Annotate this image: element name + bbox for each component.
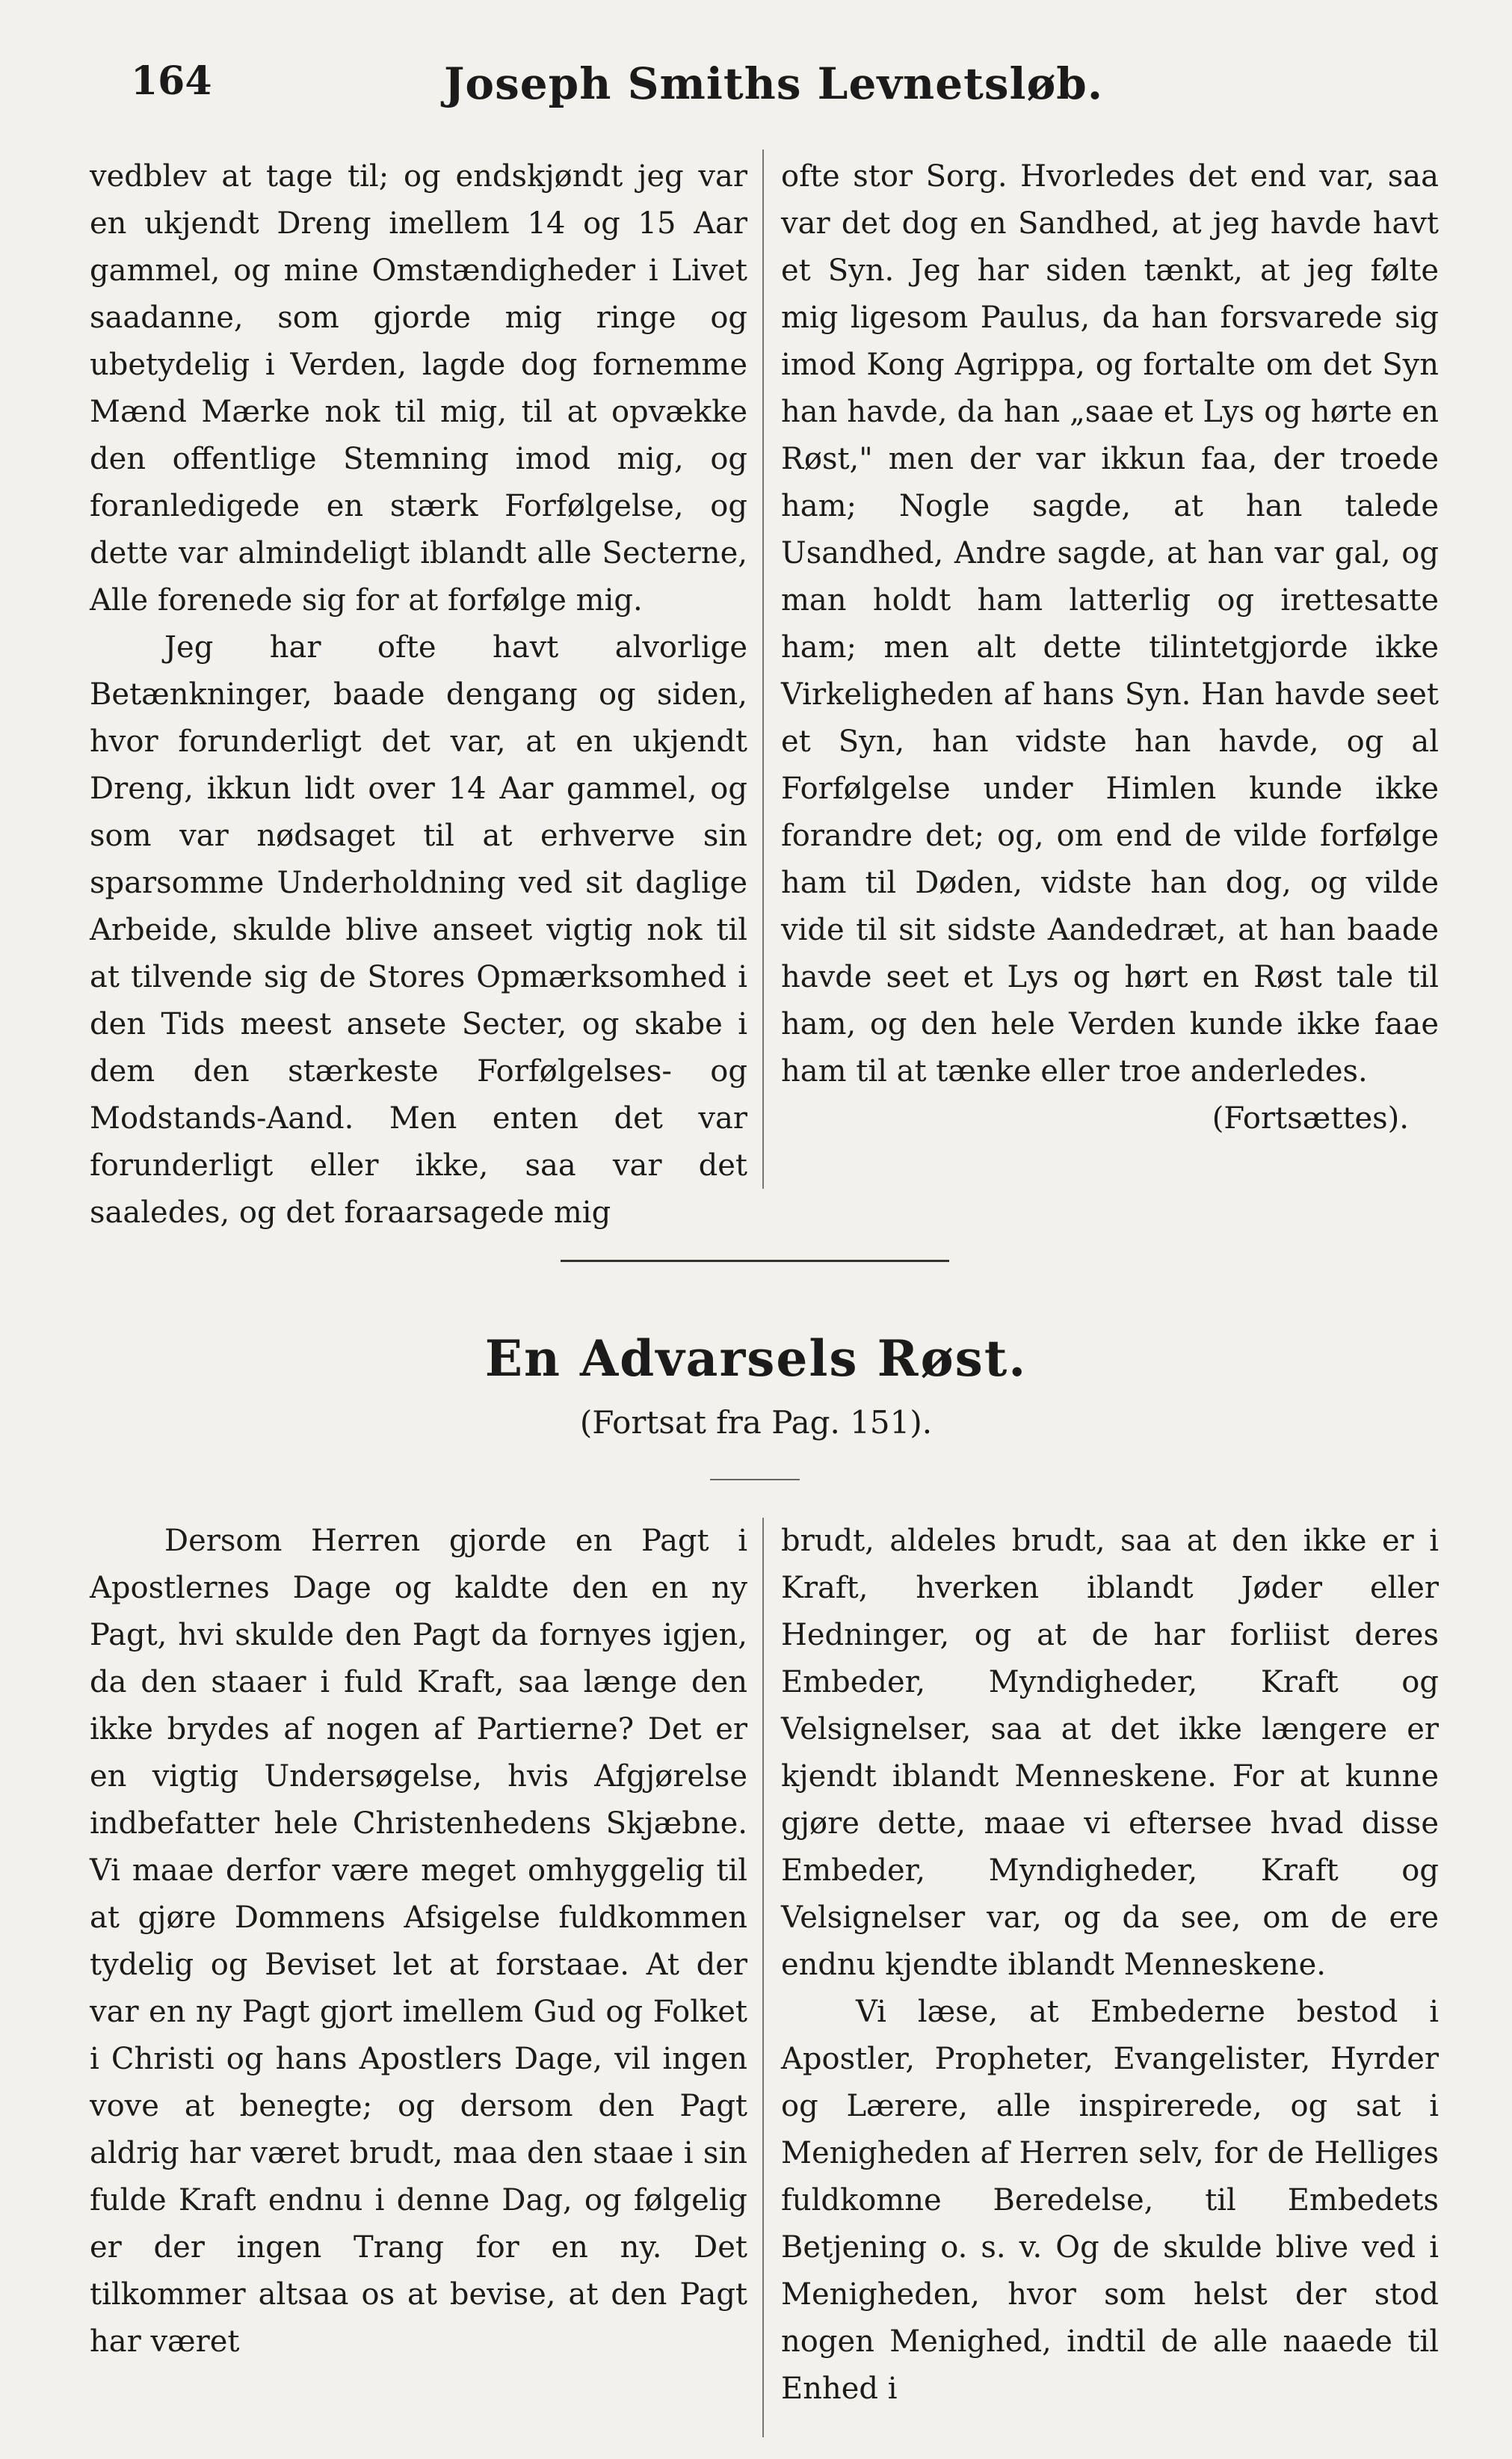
- page-number: 164: [131, 58, 212, 104]
- section-subtitle: (Fortsat fra Pag. 151).: [579, 1404, 933, 1441]
- page-header: [90, 58, 1457, 126]
- bottom-right-column: [781, 1518, 1439, 2413]
- paragraph: Vi læse, at Embederne bestod i Apostler, Propheter, Evangelister, Hyrder og Lærere, alle inspirerede, og sat i Menigheden af Herren selv, for de Helliges fuldkomne Beredelse, til Embedets Betjening o. s. v. Og de skulde blive ved i Menigheden, hvor som helst der stod nogen Menighed, indtil de alle naaede til Enhed i: [781, 1995, 1439, 2406]
- paragraph: ofte stor Sorg. Hvorledes det end var, saa var det dog en Sandhed, at jeg havde havt et Syn. Jeg har siden tænkt, at jeg følte mig ligesom Paulus, da han forsvarede sig imod Kong Agrippa, og fortalte om det Syn han havde, da han „saae et Lys og hørte en Røst," men der var ikkun faa, der troede ham; Nogle sagde, at han talede Usandhed, Andre sagde, at han var gal, og man holdt ham latterlig og irettesatte ham; men alt dette tilintetgjorde ikke Virkeligheden af hans Syn. Han havde seet et Syn, han vidste han havde, og al Forfølgelse under Himlen kunde ikke forandre det; og, om end de vilde forfølge ham til Døden, vidste han dog, og vilde vide til sit sidste Aandedræt, at han baade havde seet et Lys og hørt en Røst tale til ham, og den hele Verden kunde ikke faae ham til at tænke eller troe anderledes.: [781, 159, 1439, 1089]
- column-divider: [762, 150, 764, 1189]
- section-divider: [561, 1260, 949, 1262]
- column-divider: [762, 1518, 764, 2437]
- top-right-column: [781, 153, 1439, 1142]
- paragraph: vedblev at tage til; og endskjøndt jeg var en ukjendt Dreng imellem 14 og 15 Aar gammel, og mine Omstændigheder i Livet saadanne, som gjorde mig ringe og ubetydelig i Verden, lagde dog fornemme Mænd Mærke nok til mig, til at opvække den offentlige Stemning imod mig, og foranledigede en stærk Forfølgelse, og dette var almindeligt iblandt alle Secterne, Alle forenede sig for at forfølge mig.: [90, 159, 747, 618]
- top-left-column: [90, 153, 747, 1237]
- paragraph: brudt, aldeles brudt, saa at den ikke er i Kraft, hverken iblandt Jøder eller Hedninger, og at de har forliist deres Embeder, Myndigheder, Kraft og Velsignelser, saa at det ikke længere er kjendt iblandt Menneskene. For at kunne gjøre dette, maae vi eftersee hvad disse Embeder, Myndigheder, Kraft og Velsignelser var, og da see, om de ere endnu kjendte iblandt Menneskene.: [781, 1524, 1439, 1982]
- bottom-left-column: [90, 1518, 747, 2366]
- running-title: Joseph Smiths Levnetsløb.: [443, 58, 1104, 109]
- subtitle-rule: [710, 1479, 800, 1480]
- section-title: En Advarsels Røst.: [484, 1329, 1028, 1388]
- paragraph: Dersom Herren gjorde en Pagt i Apostlernes Dage og kaldte den en ny Pagt, hvi skulde den Pagt da fornyes igjen, da den staaer i fuld Kraft, saa længe den ikke brydes af nogen af Partierne? Det er en vigtig Undersøgelse, hvis Afgjørelse indbefatter hele Christenhedens Skjæbne. Vi maae derfor være meget omhyggelig til at gjøre Dommens Afsigelse fuldkommen tydelig og Beviset let at forstaae. At der var en ny Pagt gjort imellem Gud og Folket i Christi og hans Apostlers Dage, vil ingen vove at benegte; og dersom den Pagt aldrig har været brudt, maa den staae i sin fulde Kraft endnu i denne Dag, og følgelig er der ingen Trang for en ny. Det tilkommer altsaa os at bevise, at den Pagt har været: [90, 1524, 747, 2359]
- continued-note: (Fortsættes).: [1212, 1101, 1409, 1136]
- paragraph: Jeg har ofte havt alvorlige Betænkninger, baade dengang og siden, hvor forunderligt det var, at en ukjendt Dreng, ikkun lidt over 14 Aar gammel, og som var nødsaget til at erhverve sin sparsomme Underholdning ved sit daglige Arbeide, skulde blive anseet vigtig nok til at tilvende sig de Stores Opmærksomhed i den Tids meest ansete Secter, og skabe i dem den stærkeste Forfølgelses- og Modstands-Aand. Men enten det var forunderligt eller ikke, saa var det saaledes, og det foraarsagede mig: [90, 630, 747, 1230]
